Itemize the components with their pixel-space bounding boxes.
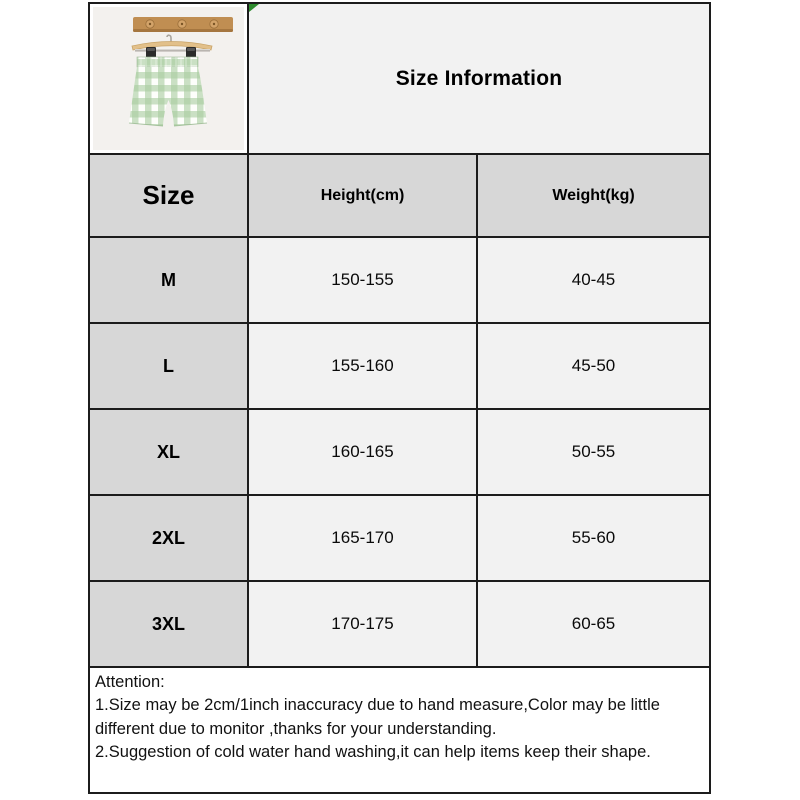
size-label-xl: XL bbox=[90, 410, 247, 494]
weight-value-3xl: 60-65 bbox=[478, 582, 709, 666]
attention-line-1: 1.Size may be 2cm/1inch inaccuracy due to hand measure,Color may be little bbox=[95, 696, 660, 715]
page-title: Size Information bbox=[395, 66, 563, 90]
weight-value-l: 45-50 bbox=[478, 324, 709, 408]
attention-note bbox=[90, 668, 709, 792]
product-photo-cell bbox=[90, 4, 247, 153]
title-cell bbox=[249, 4, 709, 153]
size-label-3xl: 3XL bbox=[90, 582, 247, 666]
column-header-height: Height(cm) bbox=[249, 155, 476, 236]
size-label-l: L bbox=[90, 324, 247, 408]
attention-heading: Attention: bbox=[95, 673, 165, 691]
column-header-weight: Weight(kg) bbox=[478, 155, 709, 236]
weight-value-m: 40-45 bbox=[478, 238, 709, 322]
product-photo bbox=[93, 7, 244, 150]
weight-value-2xl: 55-60 bbox=[478, 496, 709, 580]
attention-line-2: different due to monitor ,thanks for your understanding. bbox=[95, 719, 497, 738]
shorts-photo-illustration bbox=[93, 7, 244, 150]
size-label-m: M bbox=[90, 238, 247, 322]
height-value-3xl: 170-175 bbox=[249, 582, 476, 666]
column-header-size: Size bbox=[90, 155, 247, 236]
height-value-m: 150-155 bbox=[249, 238, 476, 322]
size-table bbox=[88, 2, 711, 794]
size-label-2xl: 2XL bbox=[90, 496, 247, 580]
hanger-bar bbox=[132, 42, 212, 52]
weight-value-xl: 50-55 bbox=[478, 410, 709, 494]
height-value-2xl: 165-170 bbox=[249, 496, 476, 580]
height-value-xl: 160-165 bbox=[249, 410, 476, 494]
wood-rack bbox=[133, 17, 233, 32]
plaid-shorts bbox=[129, 57, 207, 126]
attention-line-3: 2.Suggestion of cold water hand washing,it can help items keep their shape. bbox=[95, 743, 651, 762]
height-value-l: 155-160 bbox=[249, 324, 476, 408]
